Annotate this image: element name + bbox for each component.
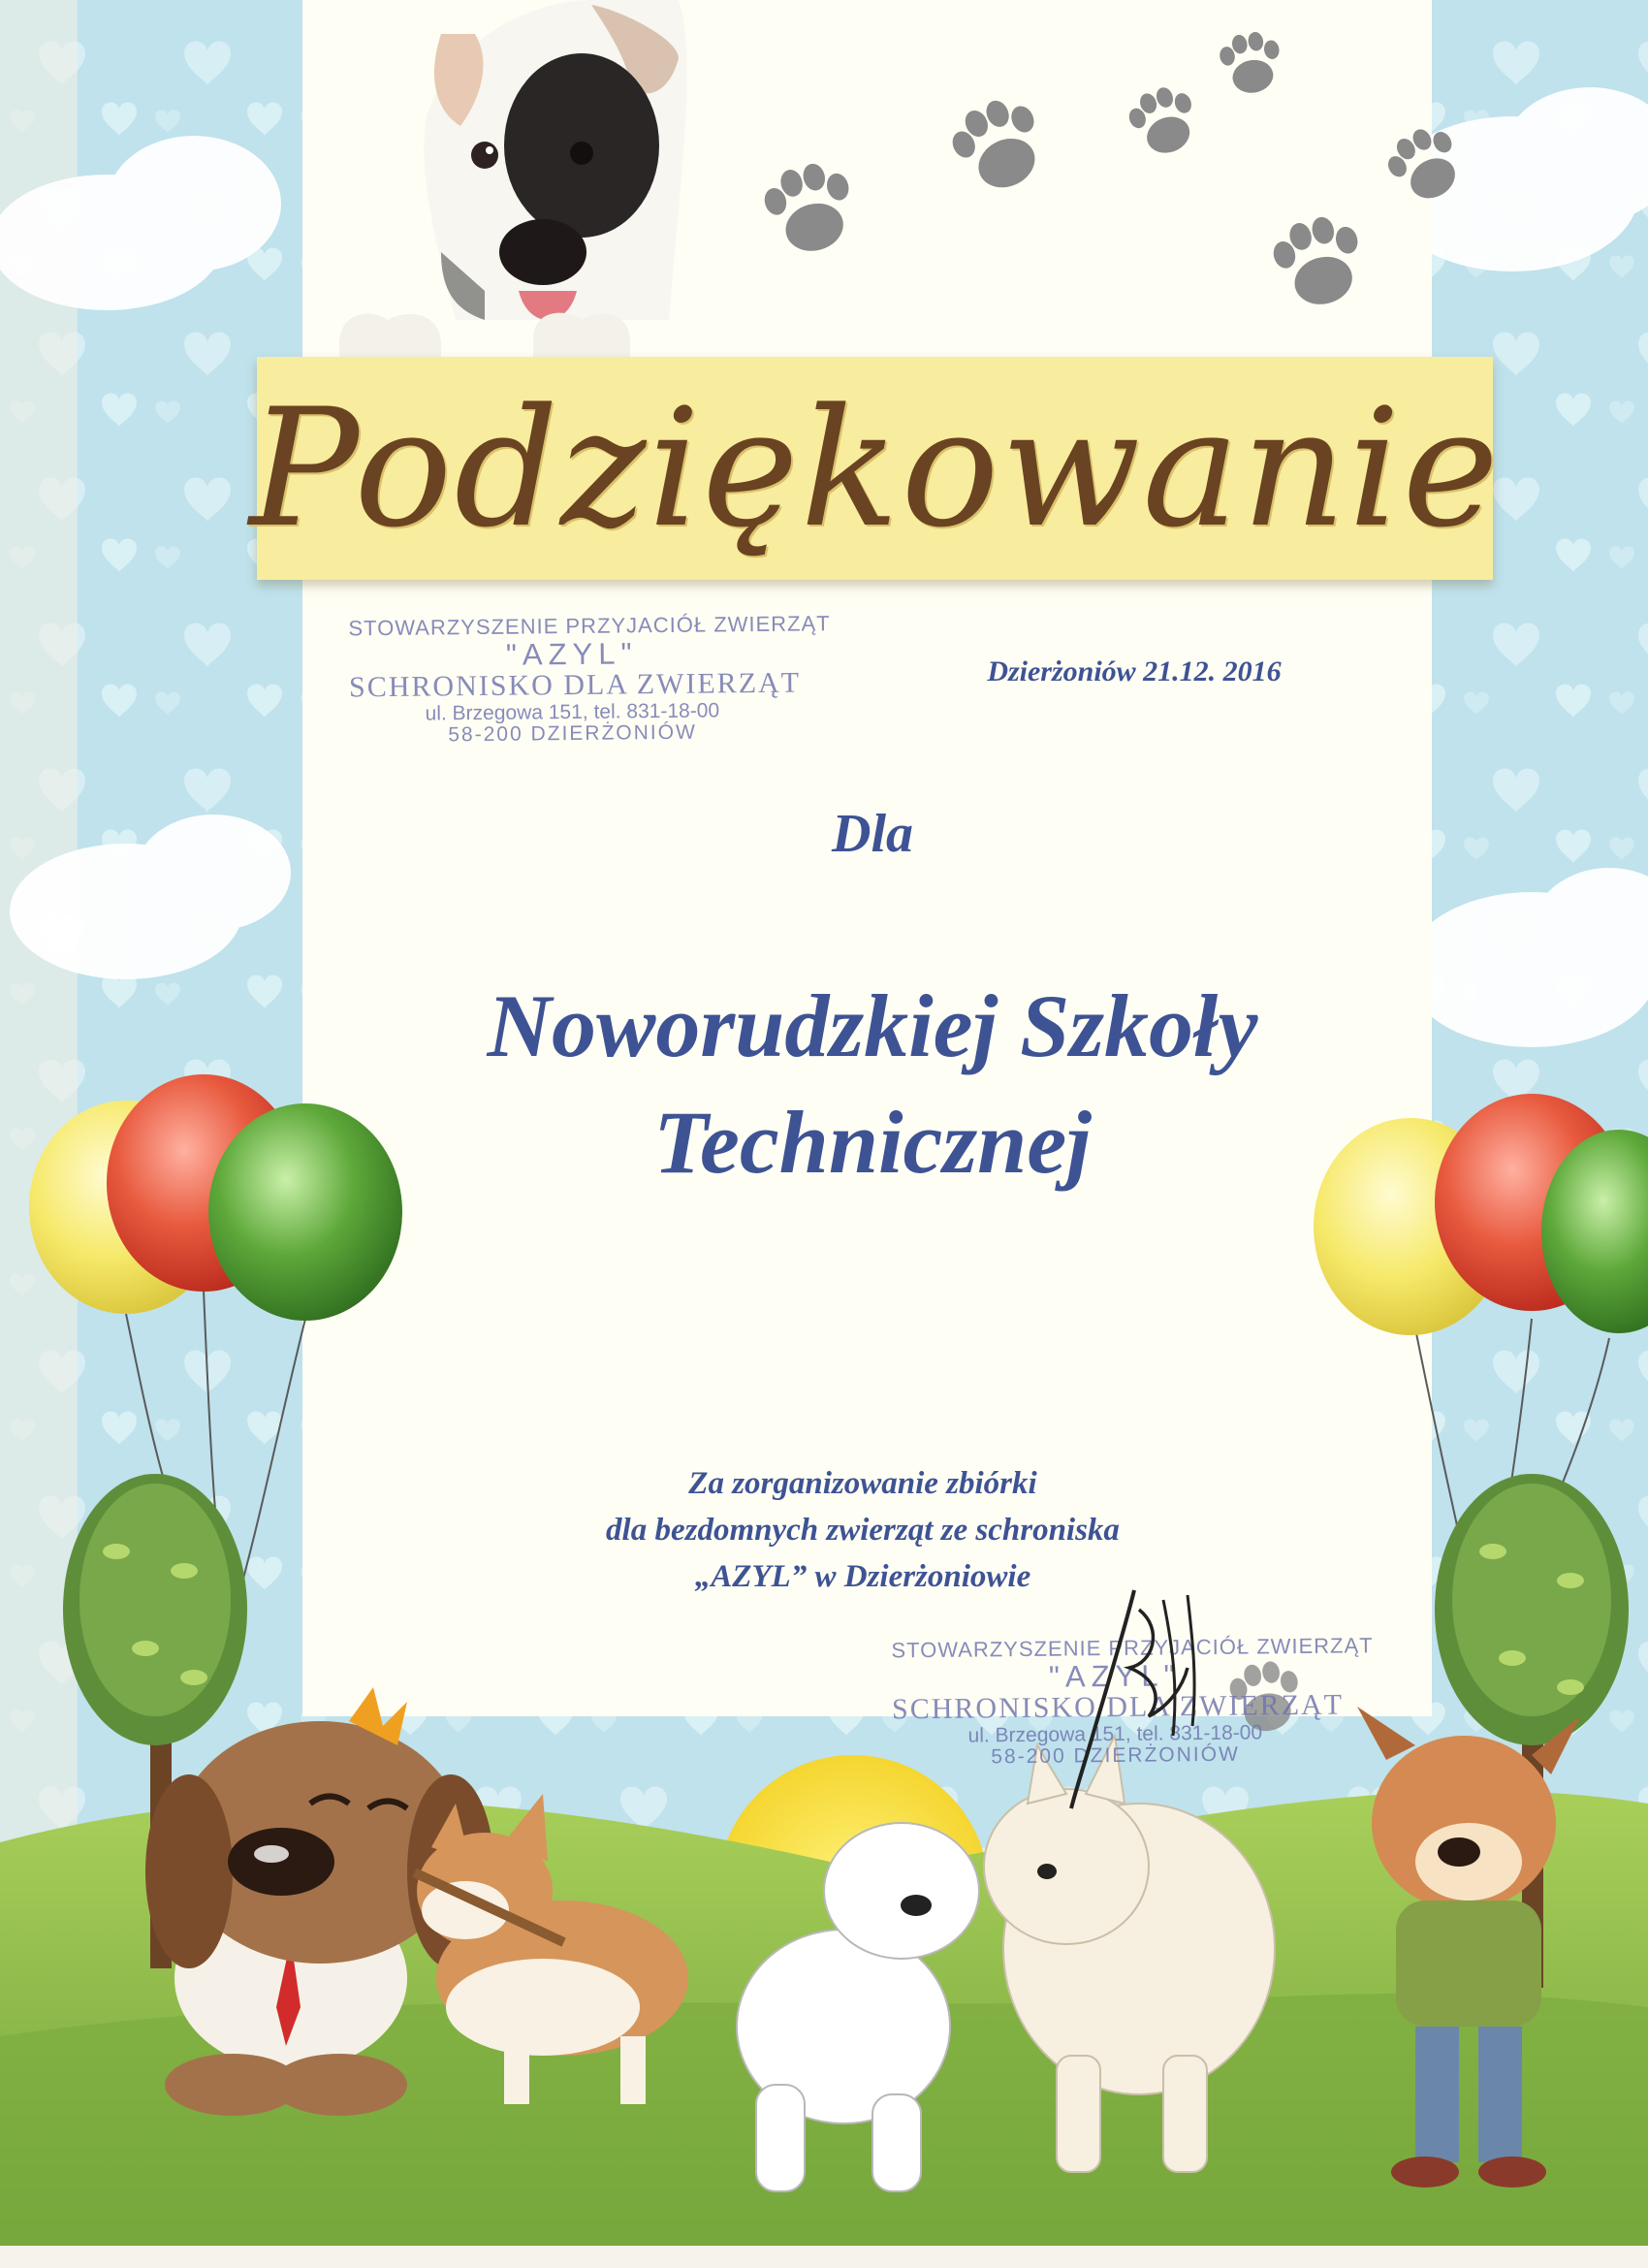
stamp-top-line1: STOWARZYSZENIE PRZYJACIÓŁ ZWIERZĄT — [348, 611, 831, 641]
stamp-bottom-line1: STOWARZYSZENIE PRZYJACIÓŁ ZWIERZĄT — [891, 1633, 1374, 1663]
stamp-top — [348, 611, 831, 749]
stamp-bottom-line5: 58-200 DZIERŻONIÓW — [991, 1742, 1240, 1769]
certificate-title: Podziękowanie — [249, 373, 1501, 563]
recipient-line-1: Noworudzkiej Szkoły — [487, 976, 1258, 1075]
stamp-top-line5: 58-200 DZIERŻONIÓW — [448, 720, 697, 747]
date-line: Dzierżoniów 21.12. 2016 — [987, 655, 1282, 687]
dla-heading: Dla — [832, 804, 913, 864]
stamp-bottom-line3: SCHRONISKO DLA ZWIERZĄT — [891, 1688, 1345, 1726]
stamp-top-line4: ul. Brzegowa 151, tel. 831-18-00 — [425, 699, 720, 725]
stamp-top-line2: "AZYL" — [505, 636, 638, 672]
recipient-line-2: Technicznej — [653, 1093, 1092, 1192]
reason-line-1: Za zorganizowanie zbiórki — [688, 1466, 1037, 1501]
title-banner — [249, 357, 1501, 580]
handwritten-signature — [1018, 1571, 1231, 1813]
reason-line-3: „AZYL” w Dzierżoniowie — [694, 1559, 1031, 1594]
stamp-top-line3: SCHRONISKO DLA ZWIERZĄT — [348, 666, 802, 704]
stamp-bottom-line4: ul. Brzegowa 151, tel. 831-18-00 — [967, 1721, 1263, 1747]
reason-line-2: dla bezdomnych zwierząt ze schroniska — [606, 1513, 1120, 1548]
stamp-bottom-line2: "AZYL" — [1048, 1658, 1181, 1694]
